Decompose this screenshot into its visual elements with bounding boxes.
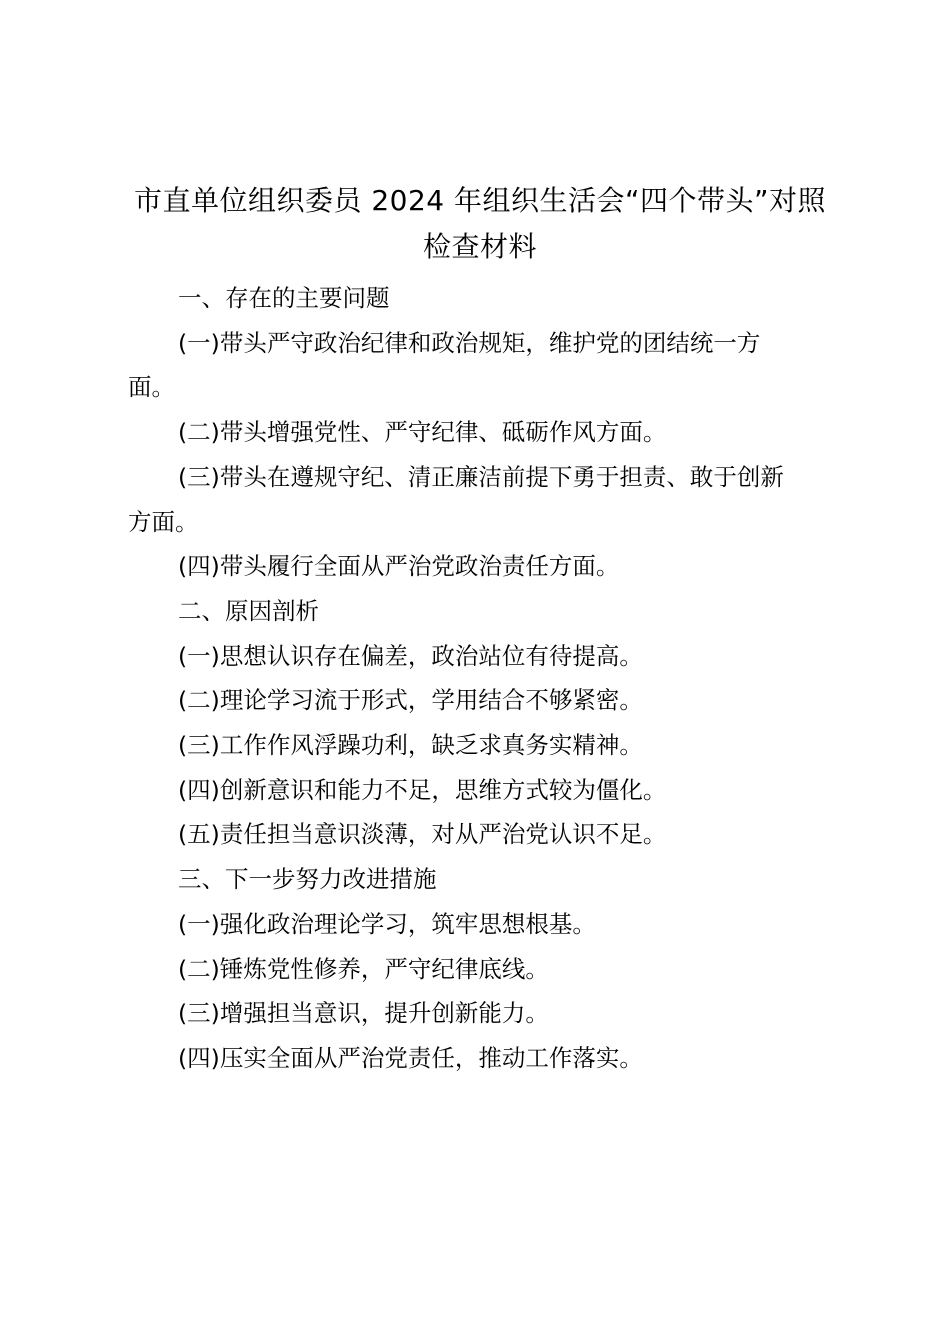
title-line-1: 市直单位组织委员 2024 年组织生活会“四个带头”对照 (133, 184, 827, 217)
paragraph-line: (一)带头严守政治纪律和政治规矩，维护党的团结统一方 (178, 328, 761, 357)
paragraph-line: (一)思想认识存在偏差，政治站位有待提高。 (178, 641, 643, 670)
document-body (128, 276, 828, 1081)
paragraph-line: (三)增强担当意识，提升创新能力。 (178, 999, 549, 1028)
paragraph-line-continuation: 面。 (128, 373, 175, 402)
section-heading-measures: 三、下一步努力改进措施 (178, 865, 437, 894)
paragraph-line-continuation: 方面。 (128, 507, 199, 536)
paragraph-line: (二)带头增强党性、严守纪律、砥砺作风方面。 (178, 418, 667, 447)
title-line-2: 检查材料 (422, 230, 537, 263)
section-heading-problems: 一、存在的主要问题 (178, 284, 390, 312)
paragraph-line: (三)带头在遵规守纪、清正廉洁前提下勇于担责、敢于创新 (178, 462, 784, 491)
paragraph-line: (一)强化政治理论学习，筑牢思想根基。 (178, 909, 596, 938)
paragraph-line: (四)压实全面从严治党责任，推动工作落实。 (178, 1043, 643, 1072)
paragraph-line: (三)工作作风浮躁功利，缺乏求真务实精神。 (178, 731, 643, 760)
document-title (110, 178, 850, 270)
paragraph-line: (五)责任担当意识淡薄，对从严治党认识不足。 (178, 820, 667, 849)
paragraph-line: (四)创新意识和能力不足，思维方式较为僵化。 (178, 775, 667, 804)
paragraph-line: (四)带头履行全面从严治党政治责任方面。 (178, 552, 620, 581)
paragraph-line: (二)理论学习流于形式，学用结合不够紧密。 (178, 686, 643, 715)
paragraph-line: (二)锤炼党性修养，严守纪律底线。 (178, 954, 549, 983)
section-heading-causes: 二、原因剖析 (178, 596, 319, 625)
